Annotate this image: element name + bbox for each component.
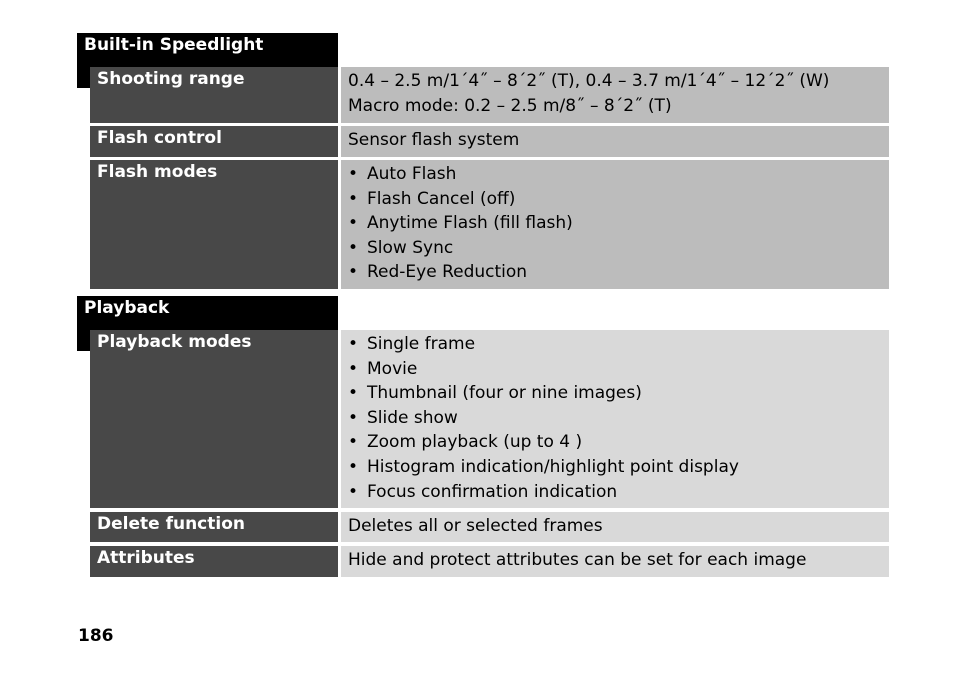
list-item: • Zoom playback (up to 4 ): [348, 430, 889, 455]
spec-value: [341, 330, 889, 508]
list-item: • Flash Cancel (off): [348, 187, 889, 212]
spec-label: Flash control: [90, 126, 338, 157]
spec-label: Playback modes: [90, 330, 338, 508]
list-item: • Slide show: [348, 406, 889, 431]
bullet-list: [348, 332, 889, 504]
list-item: • Focus confirmation indication: [348, 480, 889, 505]
spec-value: [341, 67, 889, 123]
spec-value: Hide and protect attributes can be set for each image: [341, 546, 889, 577]
bullet-list: [348, 162, 889, 285]
spec-value: Sensor flash system: [341, 126, 889, 157]
section-title-speedlight: Built-in Speedlight: [77, 33, 338, 67]
section-tab-playback: [77, 330, 90, 351]
spec-value: Deletes all or selected frames: [341, 512, 889, 542]
list-item: • Auto Flash: [348, 162, 889, 187]
spec-label: Delete function: [90, 512, 338, 542]
spec-label: Shooting range: [90, 67, 338, 123]
spec-label: Flash modes: [90, 160, 338, 289]
list-item: • Red-Eye Reduction: [348, 260, 889, 285]
spec-value: [341, 160, 889, 289]
section-tab-speedlight: [77, 67, 90, 88]
section-title-playback: Playback: [77, 296, 338, 330]
list-item: • Movie: [348, 357, 889, 382]
spec-row-attributes: [90, 546, 889, 577]
list-item: • Anytime Flash (fill flash): [348, 211, 889, 236]
spec-row-playback-modes: [90, 330, 889, 508]
list-item: • Thumbnail (four or nine images): [348, 381, 889, 406]
spec-row-delete-function: [90, 512, 889, 542]
page-number: 186: [78, 626, 114, 646]
list-item: • Slow Sync: [348, 236, 889, 261]
spec-line: 0.4 – 2.5 m/1´4˝ – 8´2˝ (T), 0.4 – 3.7 m/1´4˝ – 12´2˝ (W): [348, 71, 830, 91]
spec-row-flash-modes: [90, 160, 889, 289]
spec-line: Macro mode: 0.2 – 2.5 m/8˝ – 8´2˝ (T): [348, 95, 672, 116]
spec-label: Attributes: [90, 546, 338, 577]
spec-row-shooting-range: [90, 67, 889, 123]
list-item: • Histogram indication/highlight point display: [348, 455, 889, 480]
spec-row-flash-control: [90, 126, 889, 157]
list-item: • Single frame: [348, 332, 889, 357]
